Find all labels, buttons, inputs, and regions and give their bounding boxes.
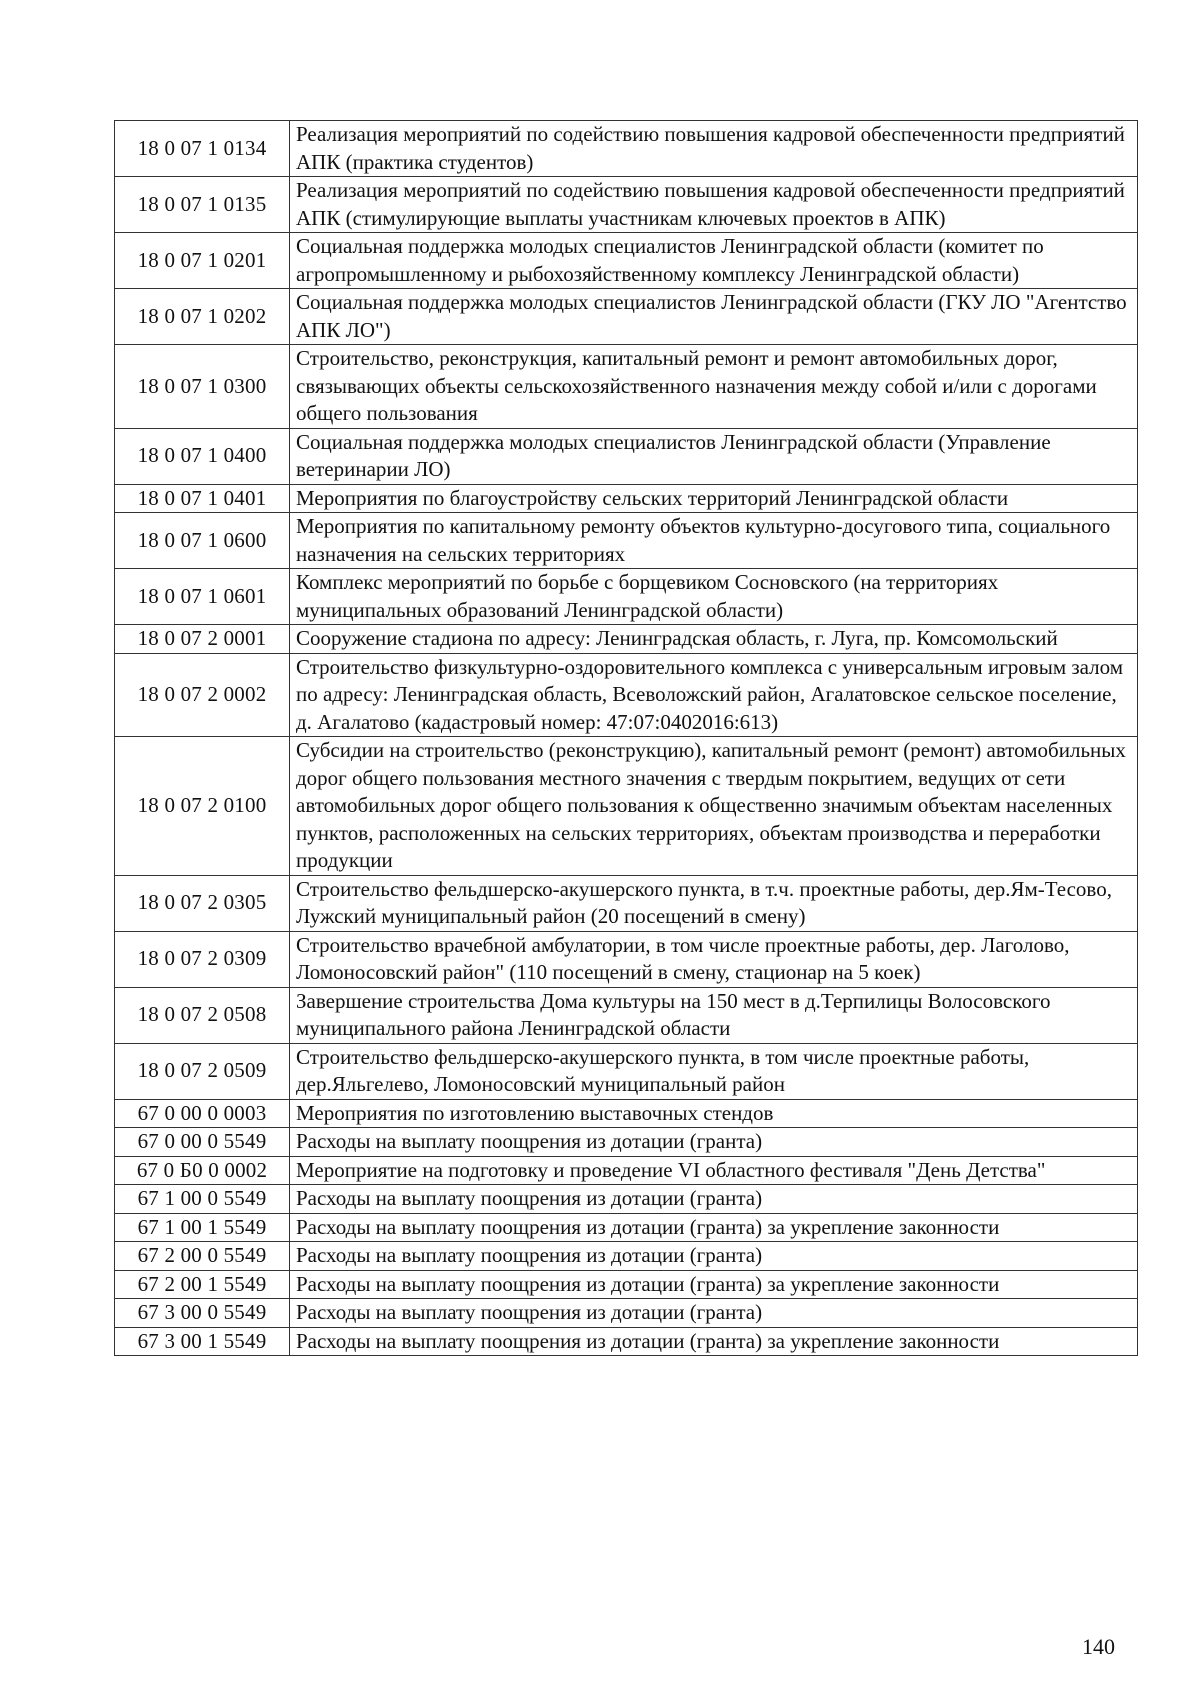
code-cell: 18 0 07 2 0100 [115,737,290,876]
table-row [115,289,1138,345]
table-row [115,177,1138,233]
description-cell: Социальная поддержка молодых специалистов Ленинградской области (Управление ветеринарии ЛО) [290,428,1138,484]
code-cell: 18 0 07 1 0401 [115,484,290,513]
description-cell: Расходы на выплату поощрения из дотации (гранта) [290,1128,1138,1157]
table-body [115,121,1138,1356]
code-cell: 18 0 07 1 0400 [115,428,290,484]
description-cell: Строительство фельдшерско-акушерского пункта, в том числе проектные работы, дер.Яльгелево, Ломоносовский муниципальный район [290,1043,1138,1099]
table-row [115,1185,1138,1214]
code-cell: 18 0 07 1 0600 [115,513,290,569]
code-cell: 67 0 00 0 5549 [115,1128,290,1157]
table-row [115,121,1138,177]
code-cell: 18 0 07 1 0300 [115,345,290,429]
budget-codes-table [114,120,1138,1356]
table-row [115,737,1138,876]
description-cell: Расходы на выплату поощрения из дотации (гранта) за укрепление законности [290,1270,1138,1299]
code-cell: 67 0 00 0 0003 [115,1099,290,1128]
code-cell: 18 0 07 1 0201 [115,233,290,289]
table-row [115,1270,1138,1299]
code-cell: 67 3 00 0 5549 [115,1299,290,1328]
table-row [115,875,1138,931]
description-cell: Строительство врачебной амбулатории, в том числе проектные работы, дер. Лаголово, Ломоносовский район" (110 посещений в смену, стационар на 5 коек) [290,931,1138,987]
description-cell: Строительство физкультурно-оздоровительного комплекса с универсальным игровым залом по адресу: Ленинградская область, Всеволожский район, Агалатовское сельское поселение, д. Агалатово (кадастровый номер: 47:07:0402016:613) [290,653,1138,737]
table-row [115,1327,1138,1356]
description-cell: Расходы на выплату поощрения из дотации (гранта) [290,1299,1138,1328]
code-cell: 18 0 07 1 0202 [115,289,290,345]
table-row [115,1242,1138,1271]
description-cell: Строительство, реконструкция, капитальный ремонт и ремонт автомобильных дорог, связывающих объекты сельскохозяйственного назначения между собой и/или с дорогами общего пользования [290,345,1138,429]
table-row [115,1156,1138,1185]
table-row [115,484,1138,513]
table-row [115,1043,1138,1099]
code-cell: 18 0 07 1 0134 [115,121,290,177]
code-cell: 18 0 07 2 0305 [115,875,290,931]
table-row [115,987,1138,1043]
page-number: 140 [1082,1634,1115,1659]
description-cell: Субсидии на строительство (реконструкцию), капитальный ремонт (ремонт) автомобильных дорог общего пользования местного значения с твердым покрытием, ведущих от сети автомобильных дорог общего пользования к общественно значимым объектам населенных пунктов, расположенных на сельских территориях, объектам производства и переработки продукции [290,737,1138,876]
code-cell: 18 0 07 2 0508 [115,987,290,1043]
description-cell: Расходы на выплату поощрения из дотации (гранта) [290,1242,1138,1271]
table-row [115,931,1138,987]
description-cell: Мероприятие на подготовку и проведение VI областного фестиваля "День Детства" [290,1156,1138,1185]
code-cell: 18 0 07 2 0509 [115,1043,290,1099]
description-cell: Комплекс мероприятий по борьбе с борщевиком Сосновского (на территориях муниципальных образований Ленинградской области) [290,569,1138,625]
code-cell: 67 0 Б0 0 0002 [115,1156,290,1185]
table-row [115,1099,1138,1128]
code-cell: 67 2 00 0 5549 [115,1242,290,1271]
code-cell: 67 3 00 1 5549 [115,1327,290,1356]
description-cell: Мероприятия по благоустройству сельских территорий Ленинградской области [290,484,1138,513]
table-row [115,1213,1138,1242]
table-row [115,345,1138,429]
code-cell: 18 0 07 2 0001 [115,625,290,654]
code-cell: 18 0 07 1 0135 [115,177,290,233]
description-cell: Завершение строительства Дома культуры на 150 мест в д.Терпилицы Волосовского муниципального района Ленинградской области [290,987,1138,1043]
code-cell: 67 2 00 1 5549 [115,1270,290,1299]
table-row [115,1299,1138,1328]
code-cell: 18 0 07 2 0309 [115,931,290,987]
code-cell: 18 0 07 1 0601 [115,569,290,625]
code-cell: 18 0 07 2 0002 [115,653,290,737]
table-row [115,428,1138,484]
description-cell: Расходы на выплату поощрения из дотации (гранта) за укрепление законности [290,1327,1138,1356]
description-cell: Мероприятия по капитальному ремонту объектов культурно-досугового типа, социального назначения на сельских территориях [290,513,1138,569]
description-cell: Реализация мероприятий по содействию повышения кадровой обеспеченности предприятий АПК (стимулирующие выплаты участникам ключевых проектов в АПК) [290,177,1138,233]
description-cell: Сооружение стадиона по адресу: Ленинградская область, г. Луга, пр. Комсомольский [290,625,1138,654]
description-cell: Реализация мероприятий по содействию повышения кадровой обеспеченности предприятий АПК (практика студентов) [290,121,1138,177]
description-cell: Мероприятия по изготовлению выставочных стендов [290,1099,1138,1128]
description-cell: Социальная поддержка молодых специалистов Ленинградской области (ГКУ ЛО "Агентство АПК ЛО") [290,289,1138,345]
table-row [115,513,1138,569]
table-row [115,233,1138,289]
code-cell: 67 1 00 1 5549 [115,1213,290,1242]
table-row [115,569,1138,625]
table-row [115,1128,1138,1157]
description-cell: Строительство фельдшерско-акушерского пункта, в т.ч. проектные работы, дер.Ям-Тесово, Лужский муниципальный район (20 посещений в смену) [290,875,1138,931]
table-row [115,653,1138,737]
description-cell: Расходы на выплату поощрения из дотации (гранта) [290,1185,1138,1214]
table-row [115,625,1138,654]
description-cell: Расходы на выплату поощрения из дотации (гранта) за укрепление законности [290,1213,1138,1242]
code-cell: 67 1 00 0 5549 [115,1185,290,1214]
description-cell: Социальная поддержка молодых специалистов Ленинградской области (комитет по агропромышленному и рыбохозяйственному комплексу Ленинградской области) [290,233,1138,289]
